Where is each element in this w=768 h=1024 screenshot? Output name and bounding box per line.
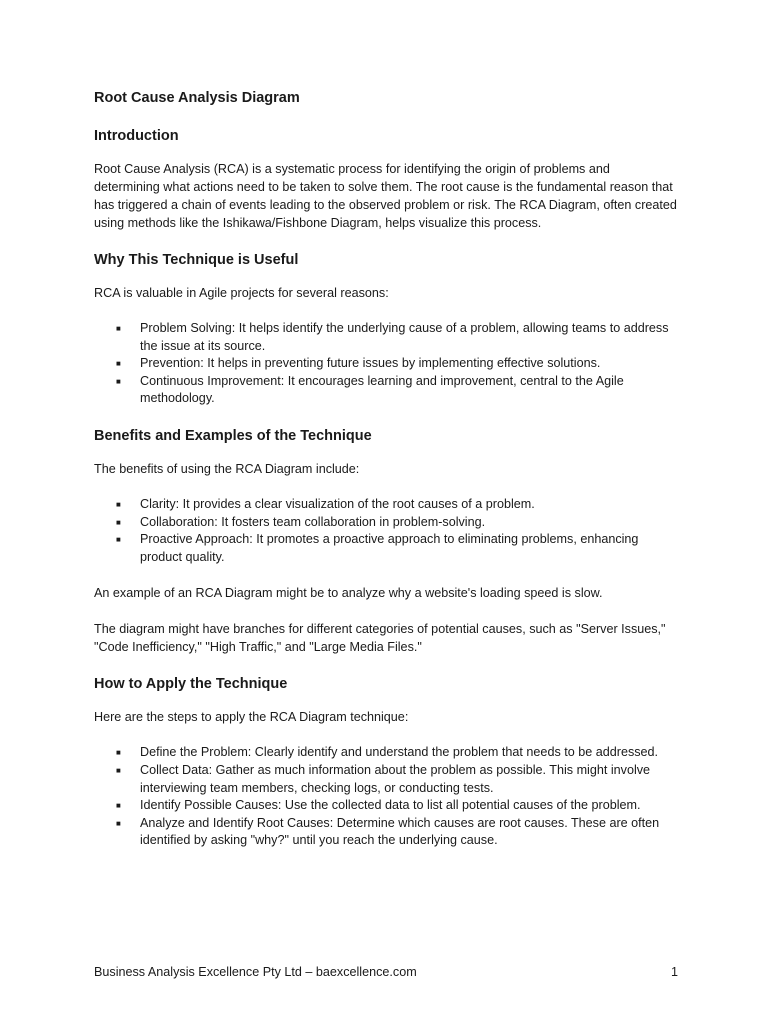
bullet-list [94, 496, 679, 566]
list-item-text: Clarity: It provides a clear visualization of the root causes of a problem. [140, 496, 535, 511]
paragraph: The benefits of using the RCA Diagram include: [94, 461, 360, 476]
bullet-icon: ■ [116, 818, 121, 828]
list-item-text: Collaboration: It fosters team collaboration in problem-solving. [140, 514, 486, 529]
list-item-text: Proactive Approach: It promotes a proactive approach to eliminating problems, enhancing product quality. [140, 532, 639, 564]
section-heading: Introduction [94, 128, 179, 144]
list-item [94, 744, 679, 762]
bullet-list [94, 320, 679, 408]
list-item [94, 514, 679, 532]
list-item [94, 373, 679, 408]
list-item [94, 815, 679, 850]
bullet-icon: ■ [116, 535, 121, 545]
bullet-icon: ■ [116, 765, 121, 775]
list-item-text: Define the Problem: Clearly identify and understand the problem that needs to be addressed. [140, 745, 659, 760]
bullet-icon: ■ [116, 359, 121, 369]
paragraph: An example of an RCA Diagram might be to analyze why a website's loading speed is slow. [94, 586, 603, 601]
list-item-text: Prevention: It helps in preventing future issues by implementing effective solutions. [140, 356, 601, 371]
list-item [94, 320, 679, 355]
list-item-text: Analyze and Identify Root Causes: Determine which causes are root causes. These are often identified by asking "why?" until you reach the underlying cause. [140, 815, 660, 848]
list-item [94, 797, 679, 815]
section-why-useful [94, 250, 679, 408]
list-item-text: Problem Solving: It helps identify the underlying cause of a problem, allowing teams to address the issue at its source. [140, 321, 669, 353]
bullet-list [94, 744, 679, 850]
bullet-icon: ■ [116, 801, 121, 811]
list-item [94, 355, 679, 373]
footer-text: Business Analysis Excellence Pty Ltd – baexcellence.com [94, 965, 417, 979]
list-item-text: Continuous Improvement: It encourages learning and improvement, central to the Agile methodology. [140, 373, 624, 406]
paragraph: Root Cause Analysis (RCA) is a systematic process for identifying the origin of problems and determining what actions need to be taken to solve them. The root cause is the fundamental reason that has triggered a chain of events leading to the observed problem or risk. The RCA Diagram, often created using methods like the Ishikawa/Fishbone Diagram, helps visualize this process. [94, 162, 677, 230]
bullet-icon: ■ [116, 517, 121, 527]
list-item-text: Collect Data: Gather as much information about the problem as possible. This might involve interviewing team members, checking logs, or conducting tests. [140, 762, 651, 795]
list-item-text: Identify Possible Causes: Use the collected data to list all potential causes of the problem. [140, 798, 641, 813]
page-footer [94, 963, 678, 981]
paragraph: The diagram might have branches for different categories of potential causes, such as "Server Issues," "Code Inefficiency," "High Traffic," and "Large Media Files." [94, 622, 666, 655]
section-heading: Why This Technique is Useful [94, 252, 299, 268]
document-body [94, 88, 679, 868]
section-how-to-apply [94, 674, 679, 850]
bullet-icon: ■ [116, 748, 121, 758]
document-title: Root Cause Analysis Diagram [94, 90, 300, 106]
section-benefits-examples [94, 426, 679, 656]
paragraph: RCA is valuable in Agile projects for several reasons: [94, 286, 389, 300]
paragraph: Here are the steps to apply the RCA Diagram technique: [94, 710, 409, 725]
section-introduction [94, 126, 679, 232]
list-item [94, 531, 679, 566]
bullet-icon: ■ [116, 324, 121, 333]
section-heading: Benefits and Examples of the Technique [94, 427, 372, 444]
bullet-icon: ■ [116, 376, 121, 386]
page-number: 1 [670, 965, 678, 979]
bullet-icon: ■ [116, 499, 121, 509]
list-item [94, 496, 679, 514]
list-item [94, 762, 679, 797]
section-heading: How to Apply the Technique [94, 676, 288, 693]
